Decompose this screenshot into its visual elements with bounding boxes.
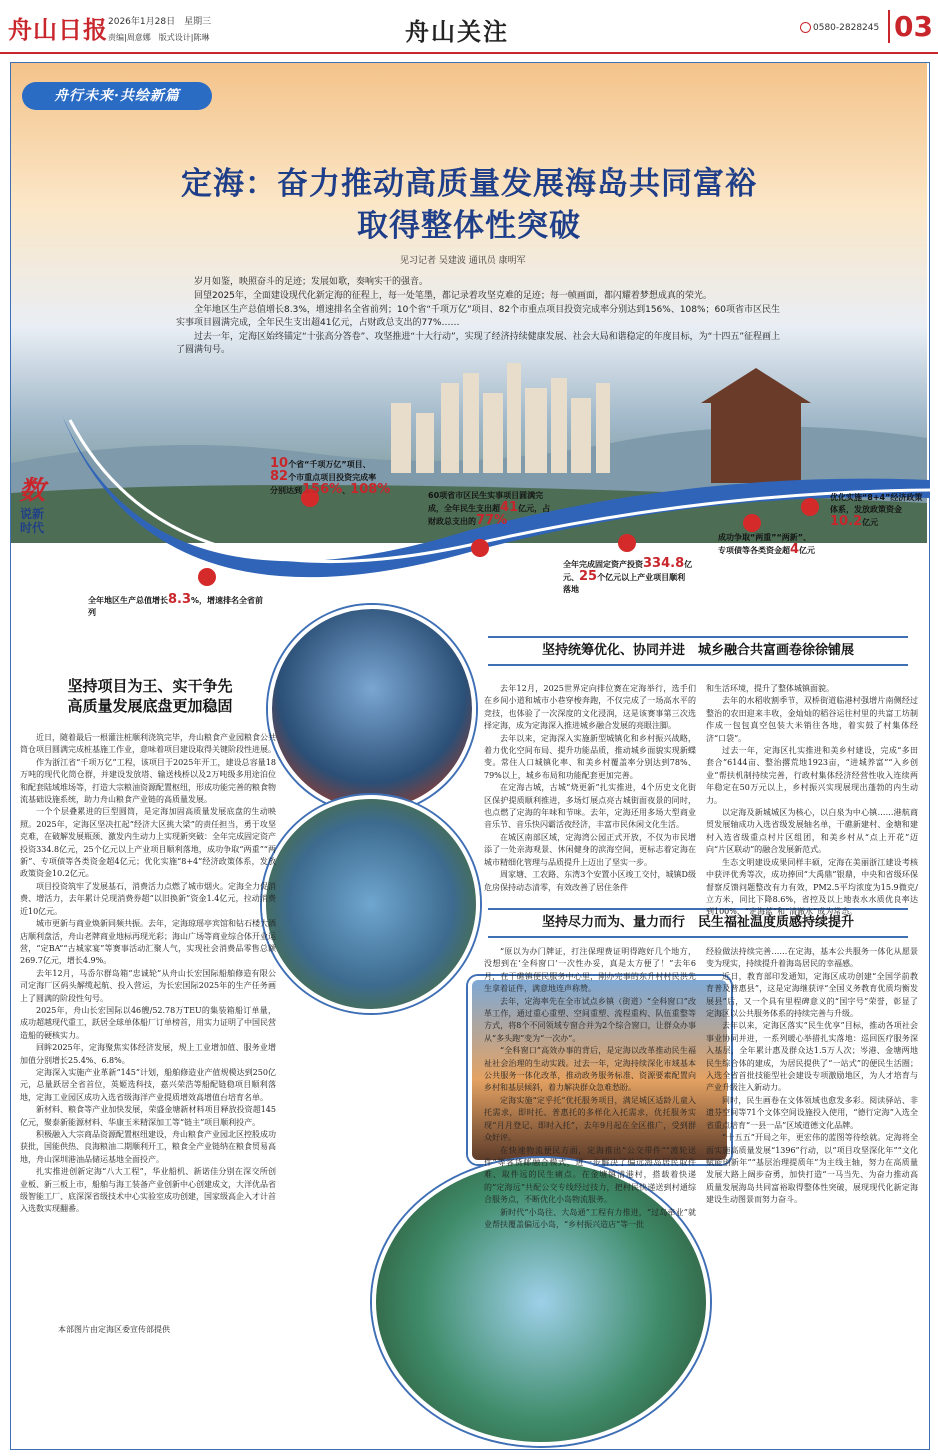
section-title: 舟山关注 xyxy=(405,17,509,46)
stat-investment: 全年完成固定资产投资334.8亿元、25个亿元以上产业项目顺利落地 xyxy=(563,556,693,594)
section3-body-left xyxy=(484,946,696,1231)
paragraph: 去年12月，2025世界定向排位赛在定海举行，选手们在乡间小道和城市小巷穿梭奔跑，不仅完成了一场高水平的竞技，也体验了一次深度的文化浸润，这是该赛事第三次选择定海，成为定海深入推进城乡融合发展的亮眼注脚。 xyxy=(484,684,696,731)
sidebar-label xyxy=(18,470,46,535)
paragraph: 作为浙江省“千项万亿”工程，该项目于2025年开工，建设总容量18万吨的现代化筒仓群，并建设发放塔、输送栈桥以及2万吨级多用途泊位和配套陆域堆场等，打造大宗粮油资源配置枢纽，形成功能完善的粮食物流基础设施系统，助力舟山粮食产业链的高质量发展。 xyxy=(20,757,276,805)
section2-heading: 坚持统筹优化、协同并进 城乡融合共富画卷徐徐铺展 xyxy=(488,636,908,666)
industrial-park-photo xyxy=(262,795,480,1013)
paragraph: 在快速物流便民方面，定海推出“公交带件”“渡轮送件”等客货邮融合模式，进一步解决了偏远海岛居民取件难、取件远的民生痛点。在金塘镇清港村，搭载着快递的“定海远”共配公交专线经过技力，把村民快递送到村通综合服务点，不断优化小岛物流服务。 xyxy=(484,1145,696,1205)
section2-body-left xyxy=(484,683,696,894)
headline-line2: 取得整体性突破 xyxy=(357,208,581,244)
stat-dot xyxy=(801,498,819,516)
paragraph: 近日，教育部印发通知，定海区成功创建“全国学前教育普及普惠县”，这是定海继获评“全国义务教育优质均衡发展县”后，又一个具有里程碑意义的“国字号”荣誉，彰显了定海区以公共服务体系的持续完善与升级。 xyxy=(706,971,918,1019)
paragraph: 生态文明建设成果同样丰硕，定海在美丽浙江建设考核中获评优秀等次，成功捧回“大禹鼎”银鼎，中央和省级环保督察反馈问题整改有力有效，PM2.5平均浓度为15.9微克/立方米，同比下降8.6%，省控及以上地表水水质优良率达到100%，“定海蓝”和“清澈水”成为常态。 xyxy=(706,857,918,917)
hotline xyxy=(800,22,879,33)
paragraph: 项目投资筑牢了发展基石，消费活力点燃了城市烟火。定海全力促消费、增活力，去年累计兑现消费券超“以旧换新”资金1.4亿元，拉动消费近10亿元。 xyxy=(20,881,276,916)
paragraph: 回眸2025年，定海聚焦实体经济发展，规上工业增加值、服务业增加值分别增长25.4%、6.8%。 xyxy=(20,1043,276,1065)
paragraph: 积极融入大宗商品资源配置枢纽建设，舟山粮食产业园北区控股成功获批，国能供热、良海粮油二期顺利开工，粮食全产业链纳在粮食贸易高地，舟山深圳港油品储运基地全面投产。 xyxy=(20,1130,276,1164)
sidebar-small-text: 说新时代 xyxy=(19,507,44,535)
editor-credit: 责编|周意娜 版式设计|陈琳 xyxy=(108,33,210,42)
paragraph: 新材料、粮食等产业加快发展，荣盛金塘新材料项目释放投资超145亿元，聚泰新能源材料、华康玉米精深加工等“链主”项目顺利投产。 xyxy=(20,1105,276,1127)
stat-gdp: 全年地区生产总值增长8.3%，增速排名全省前列 xyxy=(88,592,264,617)
paragraph: 城市更新与商业焕新同频共振。去年，定海琼瑶亭宾馆和钻石楼大酒店顺利盘活，舟山老牌商业地标再现光彩；海山广场等商业综合体开业运营，“定BA”“古城家宴”等赛事活动汇聚人气，实现社会消费品零售总额269.7亿元，增长4.9%。 xyxy=(20,919,276,966)
paragraph: 在定海古城，古城“烧更新”扎实推进，4个历史文化街区保护提质顺利推进，多场灯展点亮古城街面夜景的同时，也点燃了定海的年味和节味。去年，定海还用多场大型商业音乐节、音乐快闪霸活夜经济，丰富市民休闲文化生活。 xyxy=(484,783,696,830)
series-banner: 舟行未来·共绘新篇 xyxy=(22,82,212,110)
shipyard-photo xyxy=(268,605,476,813)
page-number: 03 xyxy=(888,10,933,43)
paragraph: 周家塘、工农路、东湾3个安置小区竣工交付，城镇D级危房保持动态清零，有效改善了居住条件 xyxy=(484,870,696,892)
paragraph: 定海实施“定乎托”优托服务项目，满足城区适龄儿童入托需求，即时托、普惠托的多样化入托需求，优托服务实现“月月登记、即时入托”，去年9月起在全区推广，受到群众好评。 xyxy=(484,1095,696,1143)
stat-policy: 优化实施“8+4”经济政策体系，发放政策资金10.2亿元 xyxy=(830,493,923,529)
headline-line1: 定海：奋力推动高质量发展海岛共同富裕 xyxy=(181,166,757,202)
stat-funds: 成功争取“两重”“两新”、专项债等各类资金超4亿元 xyxy=(718,533,816,557)
paragraph: 近日，随着最后一根灌注桩顺利浇筑完毕，舟山粮食产业园粮食公共筒仓项目圆满完成桩基施工作业，意味着项目建设取得关键阶段性进展。 xyxy=(20,733,276,755)
phone-icon xyxy=(800,22,811,33)
paragraph: 去年12月，马岙尔群岛箱“忠诚轮”从舟山长宏国际船舶修造有限公司定海厂区码头解缆起航、投入营运，为长宏国际2025年的生产任务画上了圆满的阶段性句号。 xyxy=(20,968,276,1003)
section1-body xyxy=(20,732,276,1216)
photo-credit: 本部图片由定海区委宣传部提供 xyxy=(58,1325,170,1334)
paragraph: 去年以来，定海区落实“民生优享”目标，推动各项社会事业协同并进，一系列暖心举措扎实落地：巡回医疗服务深入基层，全年累计惠及群众达1.5万人次；岑港、金塘两地民生综合体的建成，为居民提供了“一站式”的便民生活圈；入选全省首批技能型社会建设专项激励地区，为人才培育与产业升级注入新动力。 xyxy=(706,1021,918,1093)
paragraph: “全科窗口”高效办事的背后，是定海以改革推动民生福祉社会治理的生动实践。过去一年，定海持续深化市域基本公共服务一体化改革，推动政务服务标准、资源要素配置向乡村和基层倾斜，着力解决群众急难愁盼。 xyxy=(484,1046,696,1093)
intro-para: 全年地区生产总值增长8.3%，增速排名全省前列；10个省“千项万亿”项目、82个市重点项目投资完成率分别达到156%、108%；60项省市区民生实事项目圆满完成，全年民生支出超41亿元，占财政总支出的77%…… xyxy=(176,305,781,328)
intro-para: 过去一年，定海区始终锚定“十张高分答卷”、攻坚推进“十大行动”，实现了经济持续健康发展、社会大局和谐稳定的年度目标，为“十四五”征程画上了圆满句号。 xyxy=(176,332,780,355)
masthead: 舟山日报 xyxy=(8,15,108,44)
sidebar-big-char: 数 xyxy=(18,476,45,506)
stat-projects: 10个省“千项万亿”项目、 82个市重点项目投资完成率 分别达到156%、108% xyxy=(270,456,391,497)
stat-livelihood: 60项省市区民生实事项目圆满完成，全年民生支出超41亿元，占财政总支出的77% xyxy=(428,491,551,528)
paragraph: 以定海及新城城区为核心，以白泉为中心镇……港航商贸发展轴成功入选省级发展轴名单，干礁新建村、金塘和建村入选省级重点村片区组团，和美乡村从“点上开花”迈向“片区联动”的融合发展新范式。 xyxy=(706,808,918,855)
paragraph: 过去一年，定海区扎实推进和美乡村建设，完成“多田套合”6144亩、整治撂荒地1923亩，“进城养富”“入乡创业”帮扶机制持续完善，行政村集体经济经营性收入连续两年稳定在50万元以上，乡村振兴实现展现出蓬勃的内生动力。 xyxy=(706,746,918,805)
section1-heading: 坚持项目为王、实干争先 高质量发展底盘更加稳固 xyxy=(67,677,233,715)
paragraph: 新时代“小岛往、大岛通”工程有力推进，“过岛牵业”就业帮扶覆盖偏远小岛，“乡村振兴造店”等一批 xyxy=(484,1207,696,1229)
paragraph: 去年以来，定海深入实施新型城镇化和乡村振兴战略，着力优化空间布局、提升功能品质，推动城乡面貌实现新蝶变。常住人口城镇化率、和美乡村覆盖率分别达到78%、79%以上，城乡布局和功能配套更加完善。 xyxy=(484,733,696,780)
byline: 见习记者 吴建波 通讯员 康明军 xyxy=(400,256,526,266)
paragraph: 经验做法持续完善……在定海，基本公共服务一体化从愿景变为现实，持续提升着海岛居民的幸福感。 xyxy=(706,947,918,969)
paragraph: 去年，定海率先在全市试点乡镇（街道）“全科窗口”改革工作，通过重心重塑、空间重塑、流程重构、队伍重整等方式，将8个不同领域专窗合并为2个综合窗口，让群众办事从“多头跑”变为“一次办”。 xyxy=(484,996,696,1043)
paragraph: 定海深入实施产业革新“145”计划，船舶修造业产值规模达到250亿元，总量跃居全省首位，英姬选科技，嘉兴荣浩等船配链稳项目顺利落地，定海工业园区成功入选省级海洋产业提质增效高增值台培育名单。 xyxy=(20,1067,276,1102)
paragraph: 和生活环境，提升了整体城镇面貌。 xyxy=(706,684,834,693)
paragraph: 扎实推进创新定海“八大工程”，华业船机、新诺佳分别在深交所创业板、新三板上市，船舶与海工装备产业创新中心创建成文，大洋优品省级智能工厂、底深深省级技术中心实验室成功创建，国家级高企入才计首入选数实现翻番。 xyxy=(20,1167,276,1214)
paragraph: 2025年，舟山长宏国际以46艘/52.78万TEU的集装箱船订单量，成功超越现代重工，跃居全球单体船厂订单榜首，用实力证明了中国民营造船的硬核实力。 xyxy=(20,1005,276,1040)
paragraph: “十五五”开局之年，更宏伟的蓝图等待绘就。定海将全面实施高质量发展“1396”行动，以“项目攻坚深化年”“文化赋能创新年”“基层治理提质年”为主线主轴，努力在高质量发展大路上阔步奋勇，加快打造“一马当先、为奋力推动高质量发展海岛共同富裕取得整体性突破，展现现代化新定海建设生动图景而努力奋斗。 xyxy=(706,1133,918,1205)
paragraph: “原以为办门牌证，打注保理费证明得跑好几个地方，没想到在‘全科窗口’一次性办妥，真是太方便了！”去年6月，在干礁镇便民服务中心里，刚办完事的东升村村民洪先生拿着证件，满意地连声称赞。 xyxy=(484,947,696,994)
phone-number: 0580-2828245 xyxy=(813,23,880,33)
section3-body-right xyxy=(706,946,918,1207)
issue-date: 2026年1月28日 星期三 xyxy=(108,17,212,27)
paragraph: 在城区南部区域，定海湾公园正式开放，不仅为市民增添了一处亲海观景、休闲健身的滨海空间，更标志着定海在城市精细化管理与品质提升上迈出了坚实一步。 xyxy=(484,832,696,867)
intro-para: 回望2025年，全面建设现代化新定海的征程上，每一处笔墨，都记录着攻坚克难的足迹；每一帧画面，都闪耀着梦想成真的荣光。 xyxy=(194,291,712,301)
intro-para: 岁月如鉴，映照奋斗的足迹；发展如歌，奏响实干的强音。 xyxy=(194,277,429,287)
section2-body-right xyxy=(706,683,918,919)
stat-dot xyxy=(198,568,216,586)
intro-text xyxy=(176,276,788,358)
paragraph: 去年的水稻收割季节，双桥街道临港村强增片南侧经过整治的农田迎来丰收，金灿灿的稻谷运往村里的共富工坊制作成一包包真空包装大米销往各地，着实鼓了村集体经济“口袋”。 xyxy=(706,696,918,743)
paragraph: 一个个层叠累进的巨型圆筒，是定海加固高质量发展底盘的生动映照。2025年，定海区坚决扛起“经济大区挑大梁”的责任担当，勇于攻坚克难，在破解发展瓶颈、激发内生动力上实现新突破：全年完成固定资产投资334.8亿元，25个亿元以上产业项目顺利落地，成功争取“两重”“两新”、专项债等各类资金超4亿元；优化实施“8+4”经济政策体系，发放政策资金10.2亿元。 xyxy=(20,807,276,879)
paragraph: 同时，民生画卷在文体领域也愈发多彩。阅读驿站、非遗芬空间等71个文体空间设施投入使用，“德行定海”入选全省重点培育“一县一品”区域道德文化品牌。 xyxy=(706,1095,918,1130)
stat-dot xyxy=(471,539,489,557)
section3-heading: 坚持尽力而为、量力而行 民生福祉温度质感持续提升 xyxy=(488,908,908,938)
stat-dot xyxy=(743,514,761,532)
page-header xyxy=(0,0,938,54)
stat-dot xyxy=(618,534,636,552)
